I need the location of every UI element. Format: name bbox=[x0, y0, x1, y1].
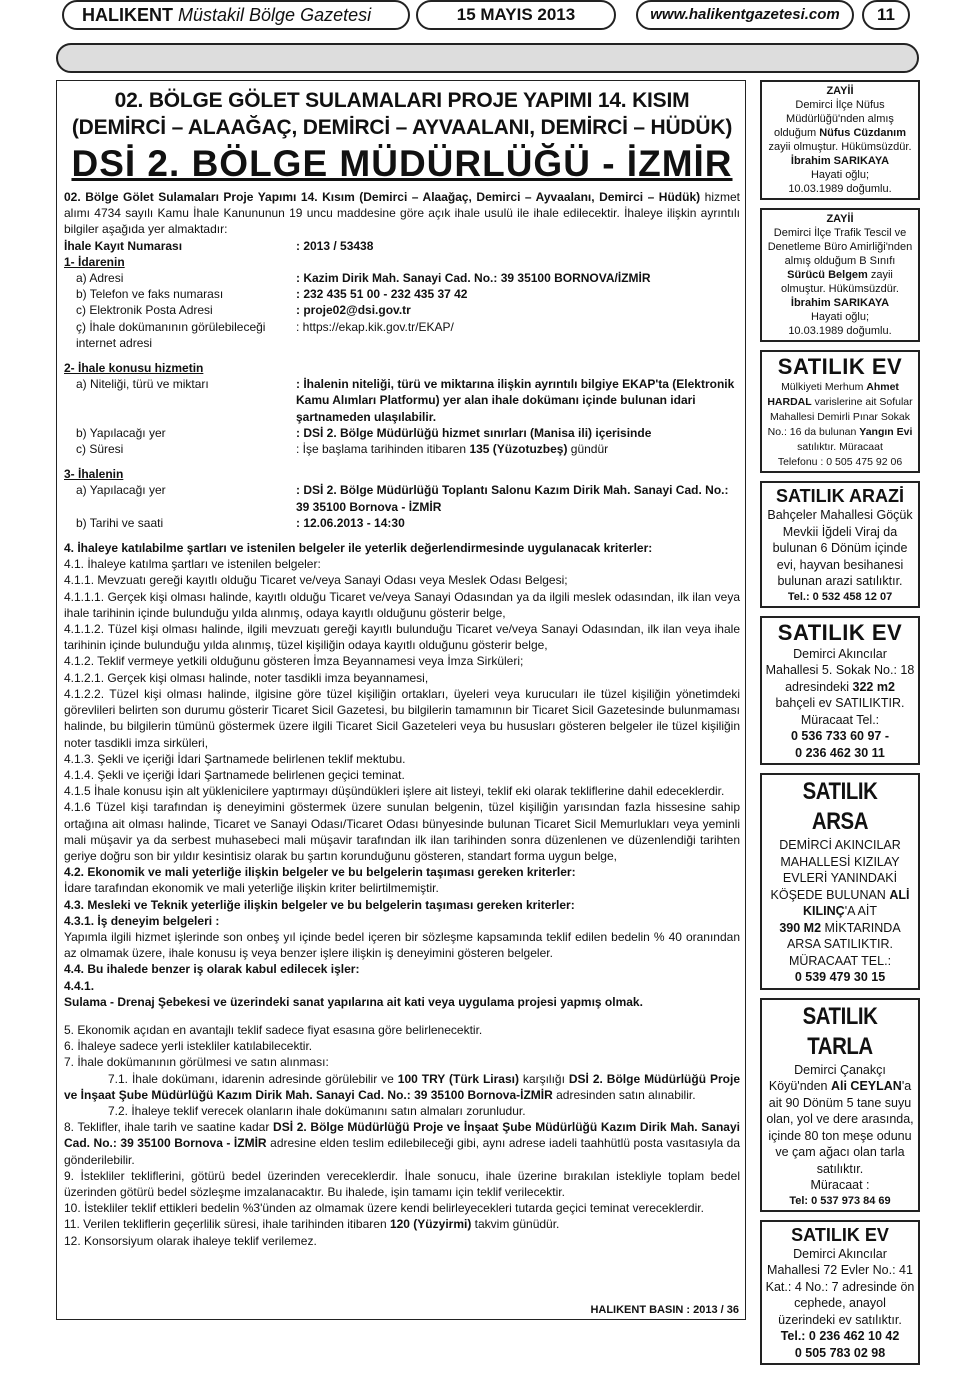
para-12: 12. Konsorsiyum olarak ihaleye teklif verilemez. bbox=[64, 1233, 317, 1248]
para-7-2: 7.2. İhaleye teklif verecek olanların ihale dokümanını satın almaları zorunludur. bbox=[108, 1103, 526, 1118]
s2-nature-row: a) Niteliği, türü ve miktarı : İhalenin niteliği, türü ve miktarına ilişkin ayrıntılı bilgiye EKAP'ta (Elektronik Kamu Alımları Platformu) yer alan ihale dokümanı içinde bulunan idari şartnameden ulaşılabilir. bbox=[76, 377, 735, 424]
s2-duration-row: c) Süresi : İşe başlama tarihinden itibaren 135 (Yüzotuzbeş) gündür bbox=[76, 442, 609, 457]
section-1-title: 1- İdarenin bbox=[64, 254, 125, 269]
para-7: 7. İhale dokümanının görülmesi ve satın alınması: bbox=[64, 1055, 329, 1070]
tender-notice bbox=[56, 80, 746, 1320]
para-7-1: 7.1. İhale dokümanı, idarenin adresinde görülebilir ve 100 TRY (Türk Lirası) karşılığı DSİ 2. Bölge Müdürlüğü Proje ve İnşaat Şube Müdürlüğü Kazım Dirik Mah. Sanayi Cad. No.: 39 35100 Bornova-İZMİR adresinden satın alınabilir. bbox=[64, 1071, 740, 1102]
para-4-1-2-2: 4.1.2.2. Tüzel kişi olması halinde, ilgisine göre tüzel kişiliğin ortakları, üyeleri veya kurucuları ile tüzel kişiliğin yönetimdeki görevlileri belirten son durumu gösterir Ticaret Sicil Gazetesi, bu bilgilerin tamamının bir Ticaret Sicil Gazetesinde bulunmaması halinde, bu bilgilerin tümünü göstermek üzere ilgili Ticaret Sicil Gazeteleri veya bu hususları gösteren belgeler ile tüzel kişiliğin noter tasdikli imza sirküleri, bbox=[64, 686, 740, 750]
s1-email-row: c) Elektronik Posta Adresi : proje02@dsi.gov.tr bbox=[76, 303, 411, 318]
s3-date-row: b) Tarihi ve saati : 12.06.2013 - 14:30 bbox=[76, 515, 405, 530]
classifieds-column bbox=[760, 80, 920, 1373]
para-4-2-text: İdare tarafından ekonomik ve mali yeterliğe ilişkin kriter belirtilmemiştir. bbox=[64, 881, 439, 896]
issue-date: 15 MAYIS 2013 bbox=[416, 0, 616, 30]
para-4-1-2-1: 4.1.2.1. Gerçek kişi olması halinde, noter tasdikli imza beyannamesi, bbox=[64, 670, 429, 685]
ad-plot-sale: SATILIK ARSA DEMİRCİ AKINCILAR MAHALLESİ KIZILAY EVLERİ YANINDAKİ KÖŞEDE BULUNAN ALİ KILINÇ'A AİT 390 M2 MİKTARINDA ARSA SATILIKTIR. MÜRACAAT TEL.: 0 539 479 30 15 bbox=[760, 773, 920, 990]
ad-house-sale-1: SATILIK EV Mülkiyeti Merhum Ahmet HARDAL varislerine ait Sofular Mahallesi Demirli Pınar Sokak No.: 16 da bulunan Yangın Evi satılıktır. Müracaat Telefonu : 0 505 475 92 06 bbox=[760, 350, 920, 473]
s1-phone-row: b) Telefon ve faks numarası : 232 435 51 00 - 232 435 37 42 bbox=[76, 287, 468, 302]
para-4-1-4: 4.1.4. Şekli ve içeriği İdari Şartnamede belirlenen geçici teminat. bbox=[64, 767, 405, 782]
para-4-1-1-1: 4.1.1.1. Gerçek kişi olması halinde, kayıtlı olduğu Ticaret ve/veya Sanayi Odasından ya da ilgili meslek odasından, ilk ilan veya ihale tarihinin içinde bulunduğu yılda alınmış, odaya kayıtlı olduğunu gösterir belge, bbox=[64, 589, 740, 620]
para-9: 9. İstekliler tekliflerini, götürü bedel üzerinden vereceklerdir. İhale sonucu, ihale üzerine bırakılan istekliyle toplam bedel üzerinden götürü bedel sözleşme imzalanacaktır. Bu ihalede, işin tamamı için teklif verilecektir. bbox=[64, 1168, 740, 1199]
ad-lost-id: ZAYİİ Demirci İlçe Nüfus Müdürlüğü'nden almış olduğum Nüfus Cüzdanım zayii olmuştur. Hükümsüzdür. İbrahim SARIKAYA Hayati oğlu; 10.03.1989 doğumlu. bbox=[760, 80, 920, 200]
ad-house-sale-3: SATILIK EV Demirci Akıncılar Mahallesi 72 Evler No.: 41 Kat.: 4 No.: 7 adresinde ön cephede, anayol üzerindeki ev satılıktır. Tel.: 0 236 462 10 42 0 505 783 02 98 bbox=[760, 1220, 920, 1366]
para-11: 11. Verilen tekliflerin geçerlilik süresi, ihale tarihinden itibaren 120 (Yüzyirmi) takvim günüdür. bbox=[64, 1217, 560, 1232]
para-4-4-1: 4.4.1. bbox=[64, 978, 95, 993]
notice-title-2: (DEMİRCİ – ALAAĞAÇ, DEMİRCİ – AYVAALANI, DEMİRCİ – HÜDÜK) bbox=[71, 116, 733, 139]
registration-row: İhale Kayıt Numarası : 2013 / 53438 bbox=[64, 238, 374, 253]
para-4-1-2: 4.1.2. Teklif vermeye yetkili olduğunu gösteren İmza Beyannamesi veya İmza Sirküleri; bbox=[64, 654, 524, 669]
intro-paragraph: 02. Bölge Gölet Sulamaları Proje Yapımı 14. Kısım (Demirci – Alaağaç, Demirci – Ayvaalanı, Demirci – Hüdük) hizmet alımı 4734 sayılı Kamu İhale Kanununun 19 uncu maddesine göre açık ihale usulü ile ihale edilecektir. İhaleye ilişkin ayrıntılı bilgiler aşağıda yer almaktadır: bbox=[64, 190, 740, 237]
paper-name: HALIKENT Müstakil Bölge Gazetesi bbox=[62, 0, 410, 30]
para-4-1-5: 4.1.5 İhale konusu işin alt yüklenicilere yaptırmayı düşündükleri işlere ait listeyi, teklif eki olarak tekliflerine dahil edeceklerdir. bbox=[64, 784, 725, 799]
para-8: 8. Teklifler, ihale tarih ve saatine kadar DSİ 2. Bölge Müdürlüğü Proje ve İnşaat Şube Müdürlüğü Kazım Dirik Mah. Sanayi Cad. No.: 39 35100 Bornova - İZMİR adresine elden teslim edilebileceği gibi, aynı adrese iadeli taahhütlü posta vasıtasıyla da gönderilebilir. bbox=[64, 1120, 740, 1167]
para-4-1-1-2: 4.1.1.2. Tüzel kişi olması halinde, ilgili mevzuatı gereği kayıtlı bulunduğu Ticaret ve/veya Sanayi Odasından, ilk ilan veya ihale tarihinin içinde bulunduğu yılda alınmış, tüzel kişiliğin odaya kayıtlı olduğunu gösterir belge, bbox=[64, 622, 740, 653]
para-4-3-1-text: Yapımla ilgili hizmet işlerinde son onbeş yıl içinde bedel içeren bir sözleşme kapsamında teklif edilen bedelin % 40 oranından az olmamak üzere, ihale konusu iş veya benzer işlere ilişkin iş deneyimini gösteren belgeler. bbox=[64, 929, 740, 961]
press-reference: HALIKENT BASIN : 2013 / 36 bbox=[590, 1304, 739, 1316]
page-number: 11 bbox=[862, 0, 910, 30]
ad-house-sale-2: SATILIK EV Demirci Akıncılar Mahallesi 5. Sokak No.: 18 adresindeki 322 m2 bahçeli ev SATILIKTIR. Müracaat Tel.: 0 536 733 60 97 - 0 236 462 30 11 bbox=[760, 616, 920, 766]
para-4-4-1-text: Sulama - Drenaj Şebekesi ve üzerindeki sanat yapılarına ait kati veya uygulama projesi yapmış olmak. bbox=[64, 994, 643, 1009]
section-2-title: 2- İhale konusu hizmetin bbox=[64, 361, 204, 376]
ad-land-sale: SATILIK ARAZİ Bahçeler Mahallesi Göçük Mevkii İğdeli Viraj da bulunan 6 Dönüm içinde evi, hayvan besihanesi bulunan arazi satılıktır. Tel.: 0 532 458 12 07 bbox=[760, 481, 920, 608]
para-4-4: 4.4. Bu ihalede benzer iş olarak kabul edilecek işler: bbox=[64, 962, 360, 977]
section-3-title: 3- İhalenin bbox=[64, 467, 124, 482]
para-4-2: 4.2. Ekonomik ve mali yeterliğe ilişkin belgeler ve bu belgelerin taşıması gereken kriterler: bbox=[64, 865, 576, 880]
ad-lost-license: ZAYİİ Demirci İlçe Trafik Tescil ve Denetleme Büro Amirliği'nden almış olduğum B Sınıfı Sürücü Belgem zayii olmuştur. Hükümsüzdür. İbrahim SARIKAYA Hayati oğlu; 10.03.1989 doğumlu. bbox=[760, 208, 920, 342]
s3-place-row: a) Yapılacağı yer : DSİ 2. Bölge Müdürlüğü Toplantı Salonu Kazım Dirik Mah. Sanayi Cad. No.: 39 35100 Bornova - İZMİR bbox=[76, 483, 729, 514]
para-6: 6. İhaleye sadece yerli istekliler katılabilecektir. bbox=[64, 1039, 313, 1054]
para-5: 5. Ekonomik açıdan en avantajlı teklif sadece fiyat esasına göre belirlenecektir. bbox=[64, 1022, 483, 1037]
notice-title-authority: DSİ 2. BÖLGE MÜDÜRLÜĞÜ - İZMİR bbox=[71, 143, 733, 184]
para-4: 4. İhaleye katılabilme şartları ve istenilen belgeler ile yeterlik değerlendirmesinde uygulanacak kriterler: bbox=[64, 541, 653, 556]
header-bar bbox=[56, 43, 919, 73]
ad-field-sale: SATILIK TARLA Demirci Çanakçı Köyü'nden Ali CEYLAN'a ait 90 Dönüm 5 tane suyu olan, yol ve dere arasında, içinde 80 ton meşe odunu ve çam ağacı olan tarla satılıktır. Müracaat : Tel: 0 537 973 84 69 bbox=[760, 998, 920, 1212]
para-4-3-1: 4.3.1. İş deneyim belgeleri : bbox=[64, 913, 220, 928]
para-4-1-6: 4.1.6 Tüzel kişi tarafından iş deneyimini göstermek üzere sunulan belgenin, tüzel kişiliğin yarısından fazla hissesine sahip ortağına ait olması halinde, Ticaret ve Sanayi Odası/Ticaret Odası bünyesinde bulunan Ticaret Sicil Memurlukları veya yeminli mali müşavir ya da serbest muhasebeci mali müşavir tarafından ilk ilan tarihinden sonra düzenlenen ve düzenlendiği tarihten geriye doğru son bir yıldır kesintisiz olarak bu şartın korunduğunu gösteren, standart forma uygun belge, bbox=[64, 800, 740, 863]
para-4-1-3: 4.1.3. Şekli ve içeriği İdari Şartnamede belirlenen teklif mektubu. bbox=[64, 751, 406, 766]
s2-place-row: b) Yapılacağı yer : DSİ 2. Bölge Müdürlüğü hizmet sınırları (Manisa ili) içerisinde bbox=[76, 425, 652, 440]
para-4-1: 4.1. İhaleye katılma şartları ve istenilen belgeler: bbox=[64, 557, 321, 572]
para-4-3: 4.3. Mesleki ve Teknik yeterliğe ilişkin belgeler ve bu belgelerin taşıması gereken kriterler: bbox=[64, 897, 575, 912]
para-4-1-1: 4.1.1. Mevzuatı gereği kayıtlı olduğu Ticaret ve/veya Sanayi Odası veya Meslek Odası Belgesi; bbox=[64, 573, 568, 588]
para-10: 10. İstekliler teklif ettikleri bedelin %3'ünden az olmamak üzere kendi belirleyecekleri tutarda geçici teminat vereceklerdir. bbox=[64, 1201, 704, 1216]
s1-address-row: a) Adresi : Kazim Dirik Mah. Sanayi Cad. No.: 39 35100 BORNOVA/İZMİR bbox=[76, 271, 651, 286]
website-link[interactable]: www.halikentgazetesi.com bbox=[636, 0, 854, 30]
notice-title-1: 02. BÖLGE GÖLET SULAMALARI PROJE YAPIMI 14. KISIM bbox=[114, 89, 690, 112]
s1-web-row: ç) İhale dokümanının görülebileceği internet adresi : https://ekap.kik.gov.tr/EKAP/ bbox=[76, 319, 454, 350]
